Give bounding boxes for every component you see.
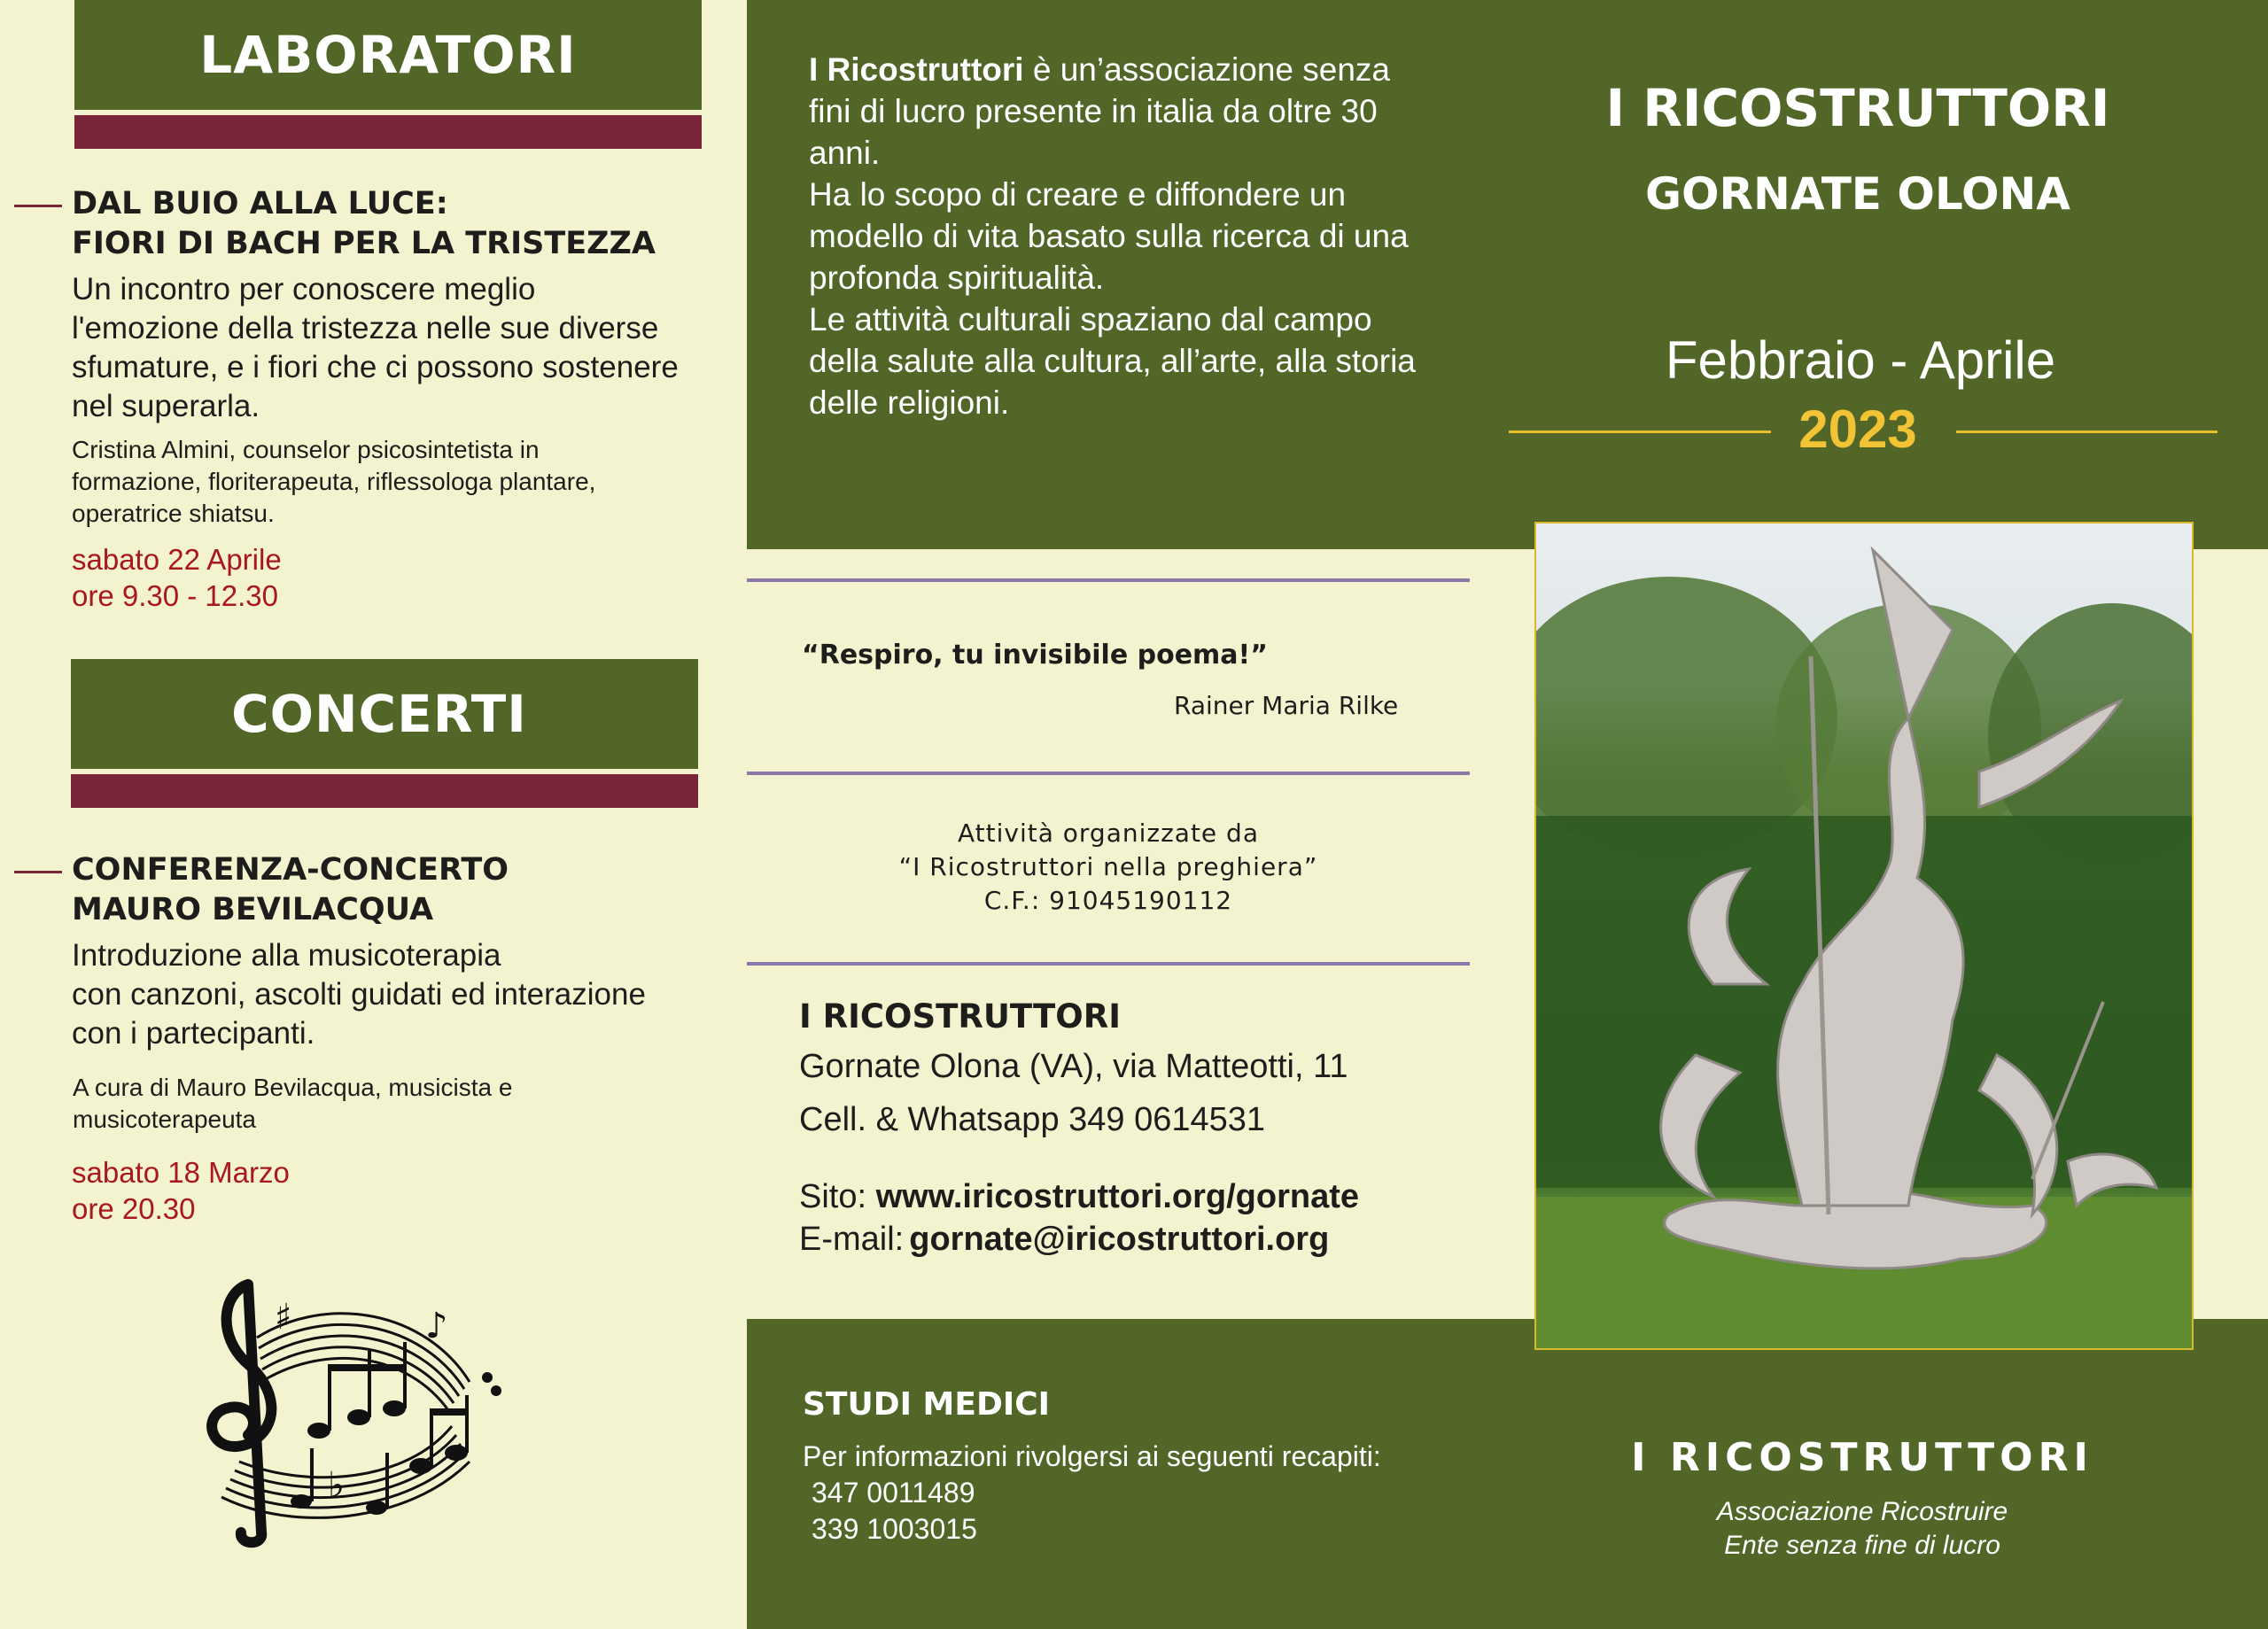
concerti-event-title: CONFERENZA-CONCERTO MAURO BEVILACQUA — [72, 852, 509, 927]
cover-year: 2023 — [1798, 399, 1917, 459]
laboratori-event-title: DAL BUIO ALLA LUCE: FIORI DI BACH PER LA TRISTEZZA — [72, 186, 656, 261]
footer-title: I RICOSTRUTTORI — [1631, 1435, 2093, 1480]
quote-author: Rainer Maria Rilke — [1174, 691, 1399, 720]
site-link[interactable]: www.iricostruttori.org/gornate — [875, 1178, 1360, 1215]
laboratori-description: Un incontro per conoscere meglio l'emozione della tristezza nelle sue diverse sfumature, e i fiori che ci possono sostenere nel superarla. — [72, 272, 679, 423]
contact-site: Sito: www.iricostruttori.org/gornate — [799, 1178, 1360, 1215]
svg-text:♪: ♪ — [425, 1306, 448, 1346]
event-dash — [14, 871, 62, 873]
concerti-datetime: sabato 18 Marzo ore 20.30 — [72, 1156, 290, 1225]
contact-phone: Cell. & Whatsapp 349 0614531 — [799, 1101, 1266, 1138]
sculpture-photo — [1534, 522, 2194, 1350]
concerti-description: Introduzione alla musicoterapia con canzoni, ascolti guidati ed interazione con i partecipanti. — [72, 938, 646, 1051]
organizer-info: Attività organizzate da “I Ricostruttori nella preghiera” C.F.: 91045190112 — [898, 818, 1318, 915]
event-dash — [14, 205, 62, 207]
studi-medici-info: Per informazioni rivolgersi ai seguenti recapiti: 347 0011489 339 1003015 — [803, 1440, 1381, 1545]
intro-text: I Ricostruttori è un’associazione senza fini di lucro presente in italia da oltre 30 anni. Ha lo scopo di creare e diffondere un modello di vita basato sulla ricerca di una profonda spiritualità. Le attività culturali spaziano dal campo della salute alla cultura, all’arte, alla storia delle religioni. — [809, 51, 1416, 421]
laboratori-heading: LABORATORI — [199, 25, 577, 85]
divider — [747, 962, 1470, 966]
contact-email: E-mail: gornate@iricostruttori.org — [799, 1221, 1330, 1258]
laboratori-banner — [74, 0, 702, 110]
laboratori-credit: Cristina Almini, counselor psicosintetista in formazione, floriterapeuta, riflessologa plantare, operatrice shiatsu. — [72, 436, 596, 527]
svg-text:♯: ♯ — [275, 1297, 292, 1338]
laboratori-datetime: sabato 22 Aprile ore 9.30 - 12.30 — [72, 543, 282, 612]
footer-subtitle: Associazione Ricostruire Ente senza fine di lucro — [1716, 1497, 2008, 1560]
cover-title: I RICOSTRUTTORI — [1605, 78, 2110, 138]
svg-text:♭: ♭ — [328, 1465, 345, 1506]
gold-rule-right — [1956, 431, 2218, 433]
concerti-credit: A cura di Mauro Bevilacqua, musicista e musicoterapeuta — [73, 1074, 513, 1133]
divider — [747, 772, 1470, 775]
music-notes-icon — [186, 1276, 514, 1550]
email-link[interactable]: gornate@iricostruttori.org — [909, 1221, 1330, 1258]
concerti-banner-stripe — [71, 774, 698, 808]
divider — [747, 578, 1470, 582]
contact-title: I RICOSTRUTTORI — [799, 997, 1121, 1036]
concerti-banner — [71, 659, 698, 769]
intro-name: I Ricostruttori — [809, 51, 1024, 88]
contact-address: Gornate Olona (VA), via Matteotti, 11 — [799, 1048, 1348, 1085]
concerti-heading: CONCERTI — [231, 684, 527, 744]
sculpture-image — [1536, 524, 2192, 1348]
quote: “Respiro, tu invisibile poema!” — [802, 640, 1268, 671]
cover-period: Febbraio - Aprile — [1665, 330, 2056, 390]
laboratori-banner-stripe — [74, 115, 702, 149]
cover-subtitle: GORNATE OLONA — [1644, 168, 2070, 220]
studi-medici-title: STUDI MEDICI — [803, 1386, 1051, 1423]
